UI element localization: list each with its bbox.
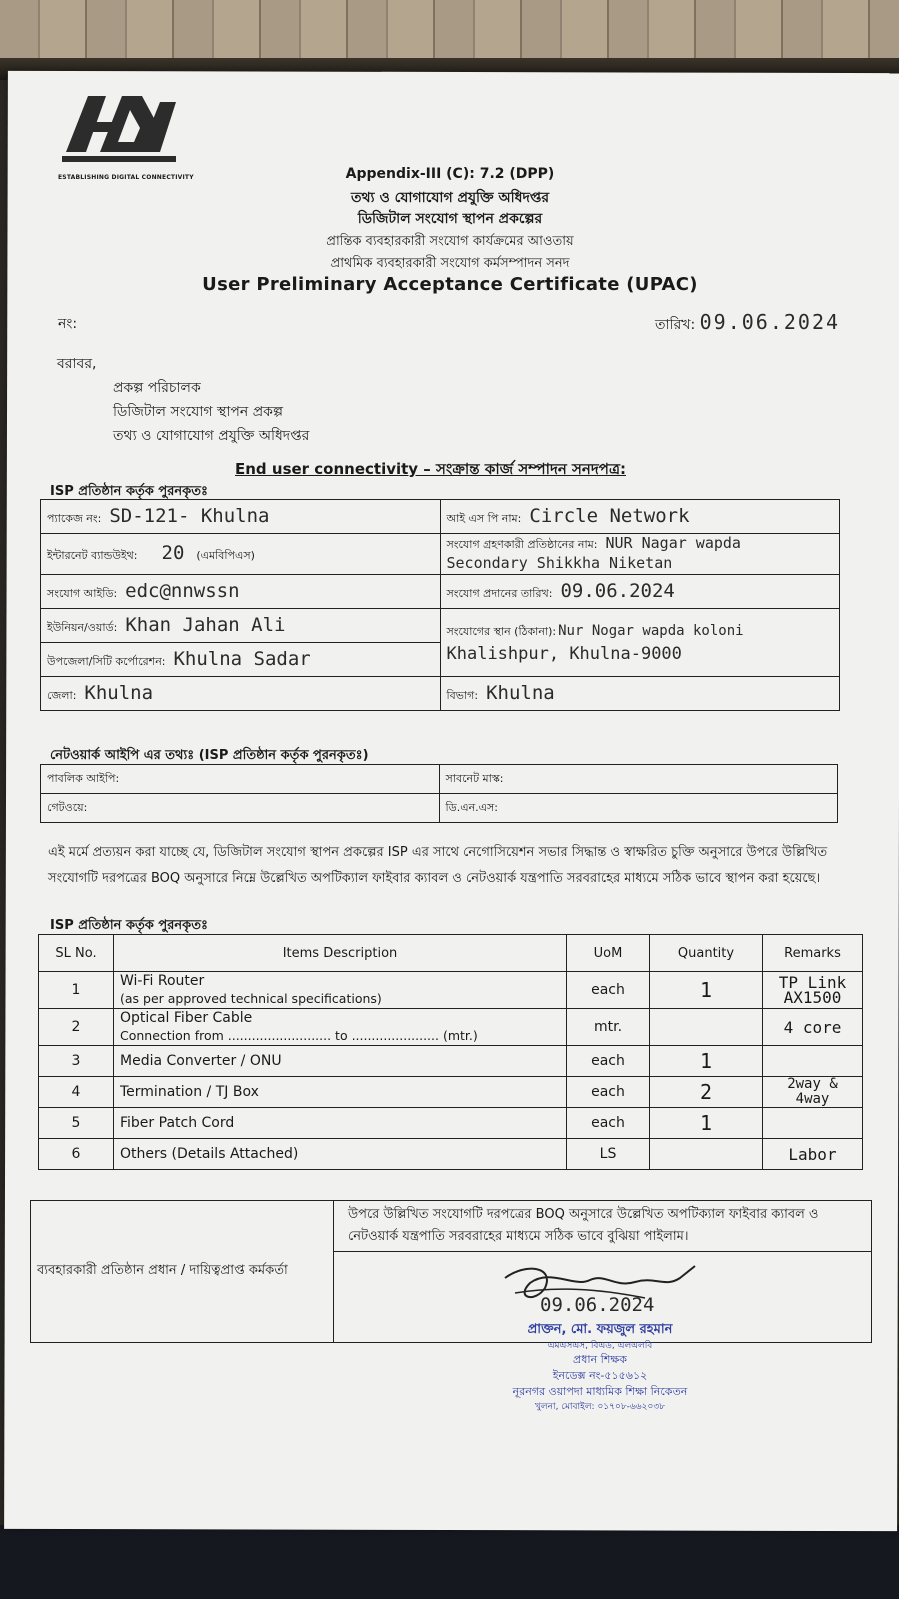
row-remarks bbox=[763, 1108, 863, 1139]
salutation: বরাবর, bbox=[57, 356, 97, 372]
row-quantity: 1 bbox=[650, 1046, 763, 1077]
addressee-line-1: প্রকল্প পরিচালক bbox=[113, 380, 201, 396]
isp-name-value: Circle Network bbox=[529, 504, 690, 527]
header-description: Items Description bbox=[114, 935, 567, 972]
connection-id-label: সংযোগ আইডি: bbox=[47, 586, 118, 600]
connection-id-cell bbox=[41, 575, 441, 609]
items-table bbox=[38, 934, 863, 1170]
table-row bbox=[39, 972, 863, 1009]
table-row bbox=[41, 765, 838, 794]
row-sl: 1 bbox=[39, 972, 114, 1009]
row-quantity bbox=[650, 1009, 763, 1046]
table-row bbox=[41, 534, 840, 575]
bandwidth-value: 20 bbox=[161, 542, 185, 564]
stamp-designation: প্রধান শিক্ষক bbox=[573, 1353, 627, 1366]
package-cell bbox=[41, 500, 441, 534]
isp-name-label: আই এস পি নাম: bbox=[446, 511, 522, 525]
official-label: ব্যবহারকারী প্রতিষ্ঠান প্রধান / দায়িত্বপ্রাপ্ত কর্মকর্তা bbox=[31, 1201, 334, 1343]
union-label: ইউনিয়ন/ওয়ার্ড: bbox=[47, 620, 118, 634]
isp-fill-label: ISP প্রতিষ্ঠান কর্তৃক পুরনকৃতঃ bbox=[50, 484, 208, 499]
connection-date-cell bbox=[440, 575, 840, 609]
acknowledgement-text: উপরে উল্লিখিত সংযোগটি দরপত্রের BOQ অনুসারে উল্লেখিত অপটিক্যাল ফাইবার ক্যাবল ও নেটওয়ার্ক যন্ত্রপাতি সরবরাহের মাধ্যমে সঠিক ভাবে বুঝিয়া পাইলাম। bbox=[334, 1201, 872, 1252]
signature-date: 09.06.2024 bbox=[540, 1294, 655, 1316]
row-description: Fiber Patch Cord bbox=[114, 1108, 567, 1139]
row-quantity bbox=[650, 1139, 763, 1170]
bandwidth-cell bbox=[41, 534, 441, 575]
table-row bbox=[39, 1139, 863, 1170]
row-description bbox=[114, 972, 567, 1009]
row-sl: 3 bbox=[39, 1046, 114, 1077]
division-value: Khulna bbox=[486, 681, 555, 704]
package-label: প্যাকেজ নং: bbox=[47, 511, 102, 525]
row-sl: 6 bbox=[39, 1139, 114, 1170]
table-row bbox=[31, 1201, 872, 1252]
row-uom: mtr. bbox=[567, 1009, 650, 1046]
certificate-title: User Preliminary Acceptance Certificate (UPAC) bbox=[202, 274, 698, 295]
row-sl: 4 bbox=[39, 1077, 114, 1108]
location-cell bbox=[440, 609, 840, 677]
upazila-value: Khulna Sadar bbox=[173, 647, 311, 670]
table-row bbox=[41, 677, 840, 711]
dns-label: ডি.এন.এস: bbox=[439, 794, 838, 823]
table-row bbox=[41, 500, 840, 534]
stamp-name: প্রাক্তন, মো. ফয়জুল রহমান bbox=[527, 1322, 673, 1337]
header-quantity: Quantity bbox=[650, 935, 763, 972]
district-value: Khulna bbox=[84, 681, 154, 704]
department-name: তথ্য ও যোগাযোগ প্রযুক্তি অধিদপ্তর bbox=[350, 190, 550, 206]
reference-number-label: নং: bbox=[58, 316, 78, 332]
gateway-label: গেটওয়ে: bbox=[41, 794, 440, 823]
connection-date-label: সংযোগ প্রদানের তারিখ: bbox=[446, 586, 553, 600]
table-row bbox=[39, 1009, 863, 1046]
bottom-background bbox=[0, 1525, 899, 1599]
division-label: বিভাগ: bbox=[446, 688, 479, 702]
addressee-line-2: ডিজিটাল সংযোগ স্থাপন প্রকল্প bbox=[113, 404, 283, 420]
row-remarks: TP Link AX1500 bbox=[763, 972, 863, 1009]
desc-line-2: (as per approved technical specifications) bbox=[120, 991, 382, 1006]
table-row bbox=[39, 1046, 863, 1077]
row-sl: 2 bbox=[39, 1009, 114, 1046]
connection-date-value: 09.06.2024 bbox=[560, 579, 675, 602]
row-uom: each bbox=[567, 1077, 650, 1108]
division-cell bbox=[440, 677, 840, 711]
row-uom: each bbox=[567, 1046, 650, 1077]
upazila-cell bbox=[41, 643, 441, 677]
header-uom: UoM bbox=[567, 935, 650, 972]
recipient-label: সংযোগ গ্রহণকারী প্রতিষ্ঠানের নাম: bbox=[446, 538, 598, 551]
section-title: End user connectivity – সংক্রান্ত কার্জ সম্পাদন সনদপত্র: bbox=[235, 460, 626, 478]
isp-name-cell bbox=[440, 500, 840, 534]
row-quantity: 1 bbox=[650, 972, 763, 1009]
stamp-contact: খুলনা, মোবাইল: ০১৭০৮-৬৬২০৩৮ bbox=[534, 1402, 666, 1412]
row-remarks: Labor bbox=[763, 1139, 863, 1170]
edc-logo-icon bbox=[60, 92, 178, 174]
row-description bbox=[114, 1009, 567, 1046]
desc-line-1: Wi-Fi Router bbox=[120, 973, 205, 989]
location-value-2: Khalishpur, Khulna-9000 bbox=[446, 643, 682, 664]
row-uom: each bbox=[567, 972, 650, 1009]
row-remarks bbox=[763, 1046, 863, 1077]
logo-tagline: ESTABLISHING DIGITAL CONNECTIVITY bbox=[58, 174, 194, 181]
bandwidth-unit: (এমবিপিএস) bbox=[196, 549, 255, 562]
table-header-row bbox=[39, 935, 863, 972]
table-row bbox=[41, 609, 840, 643]
package-value: SD-121- Khulna bbox=[109, 504, 270, 527]
row-quantity: 2 bbox=[650, 1077, 763, 1108]
stamp-degrees: এমএসএস, বিএড, এলএলবি bbox=[547, 1341, 653, 1351]
stamp-school: নূরনগর ওয়াপদা মাধ্যমিক শিক্ষা নিকেতন bbox=[512, 1385, 688, 1398]
appendix-ref: Appendix-III (C): 7.2 (DPP) bbox=[345, 166, 555, 182]
location-value-1: Nur Nogar wapda koloni bbox=[558, 622, 744, 639]
addressee-line-3: তথ্য ও যোগাযোগ প্রযুক্তি অধিদপ্তর bbox=[113, 428, 310, 444]
network-info-title: নেটওয়ার্ক আইপি এর তথ্যঃ (ISP প্রতিষ্ঠান কর্তৃক পুরনকৃতঃ) bbox=[50, 748, 369, 763]
table-row bbox=[41, 575, 840, 609]
union-cell bbox=[41, 609, 441, 643]
upazila-label: উপজেলা/সিটি কর্পোরেশন: bbox=[47, 654, 166, 668]
district-label: জেলা: bbox=[47, 688, 77, 702]
district-cell bbox=[41, 677, 441, 711]
network-info-table bbox=[40, 764, 838, 823]
row-quantity: 1 bbox=[650, 1108, 763, 1139]
certification-paragraph: এই মর্মে প্রত্যয়ন করা যাচ্ছে যে, ডিজিটাল সংযোগ স্থাপন প্রকল্পের ISP এর সাথে নেগোসিয়েশন সভার সিদ্ধান্ত ও স্বাক্ষরিত চুক্তি অনুসারে উপরে উল্লিখিত সংযোগটি দরপত্রের BOQ অনুসারে নিম্নে উল্লেখিত অপটিক্যাল ফাইবার ক্যাবল ও নেটওয়ার্ক যন্ত্রপাতি সরবরাহের মাধ্যমে সঠিক ভাবে স্থাপন করা হয়েছে। bbox=[48, 845, 828, 886]
row-description: Termination / TJ Box bbox=[114, 1077, 567, 1108]
subnet-mask-label: সাবনেট মাস্ক: bbox=[439, 765, 838, 794]
wooden-background bbox=[0, 0, 899, 80]
row-sl: 5 bbox=[39, 1108, 114, 1139]
row-description: Media Converter / ONU bbox=[114, 1046, 567, 1077]
table-row bbox=[39, 1077, 863, 1108]
row-uom: each bbox=[567, 1108, 650, 1139]
subtitle-1: প্রান্তিক ব্যবহারকারী সংযোগ কার্যক্রমের আওতায় bbox=[326, 234, 574, 249]
header-remarks: Remarks bbox=[763, 935, 863, 972]
recipient-cell bbox=[440, 534, 840, 575]
header-sl: SL No. bbox=[39, 935, 114, 972]
recipient-value-2: Secondary Shikkha Niketan bbox=[446, 554, 673, 572]
project-name: ডিজিটাল সংযোগ স্থাপন প্রকল্পের bbox=[357, 211, 543, 227]
row-description: Others (Details Attached) bbox=[114, 1139, 567, 1170]
desc-line-1: Optical Fiber Cable bbox=[120, 1010, 253, 1026]
public-ip-label: পাবলিক আইপি: bbox=[41, 765, 440, 794]
location-label: সংযোগের স্থান (ঠিকানা): bbox=[446, 624, 557, 638]
date-value: 09.06.2024 bbox=[699, 310, 841, 334]
connection-id-value: edc@nnwssn bbox=[125, 579, 240, 602]
desc-line-2: Connection from .......................... to ...................... (mtr.) bbox=[120, 1028, 478, 1043]
row-uom: LS bbox=[567, 1139, 650, 1170]
row-remarks: 2way & 4way bbox=[763, 1077, 863, 1108]
stamp-index: ইনডেক্স নং-৫১৫৬১২ bbox=[552, 1369, 648, 1382]
bandwidth-label: ইন্টারনেট ব্যান্ডউইথ: bbox=[47, 549, 138, 562]
subtitle-2: প্রাথমিক ব্যবহারকারী সংযোগ কর্মসম্পাদন সনদ bbox=[330, 256, 570, 271]
date-label: তারিখ: bbox=[655, 317, 696, 333]
connection-info-table bbox=[40, 499, 840, 711]
acknowledgement-table bbox=[30, 1200, 872, 1343]
table-row bbox=[39, 1108, 863, 1139]
isp-fill-label-2: ISP প্রতিষ্ঠান কর্তৃক পুরনকৃতঃ bbox=[50, 918, 208, 933]
recipient-value-1: NUR Nagar wapda bbox=[605, 534, 741, 552]
table-row bbox=[41, 794, 838, 823]
union-value: Khan Jahan Ali bbox=[125, 613, 286, 636]
date-field bbox=[655, 310, 840, 337]
row-remarks: 4 core bbox=[763, 1009, 863, 1046]
